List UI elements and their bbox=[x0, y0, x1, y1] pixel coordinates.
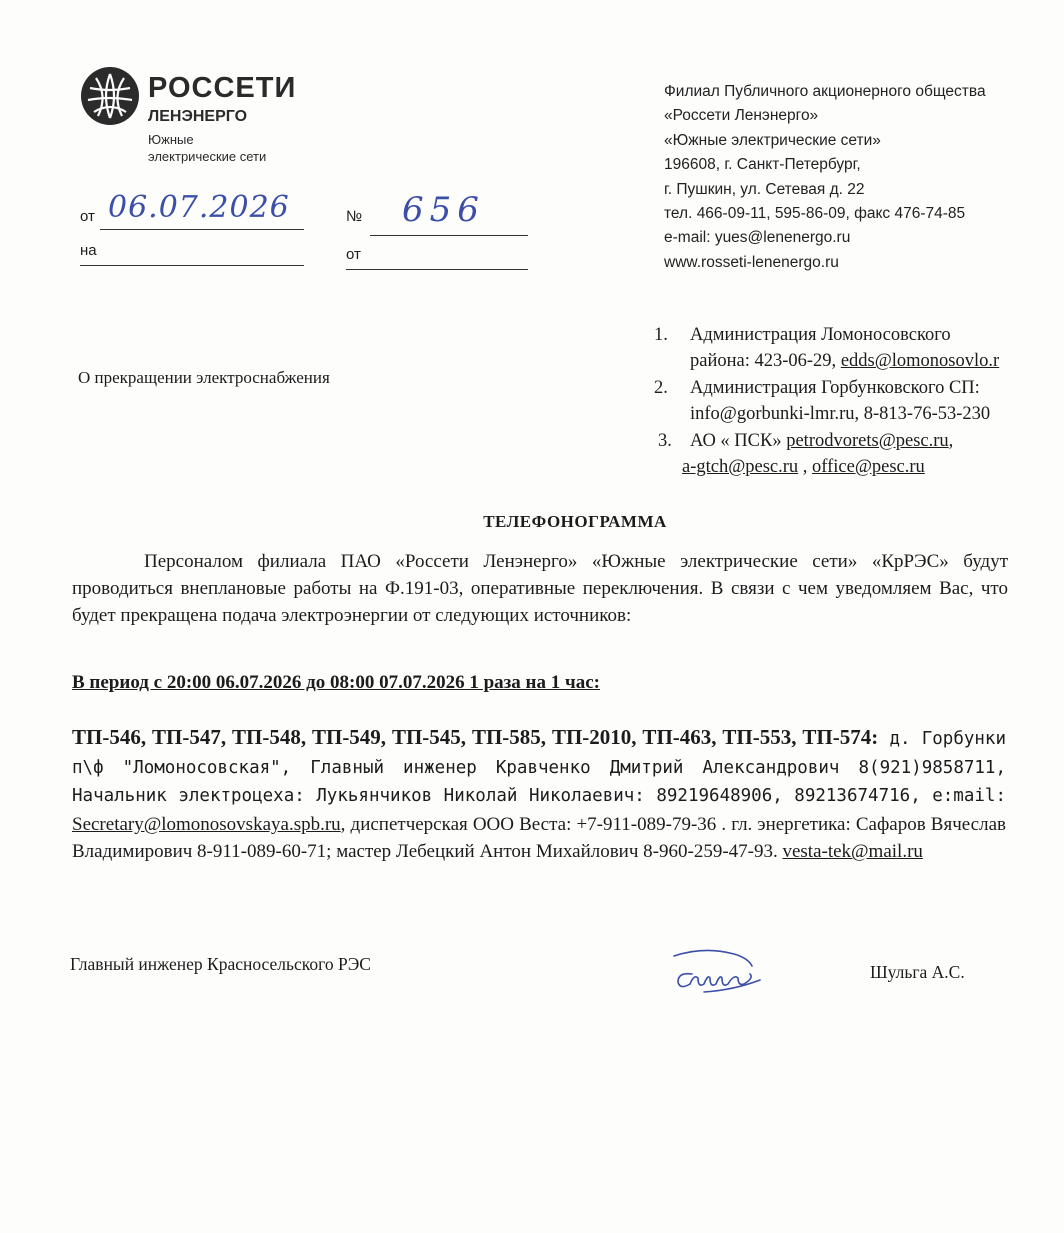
logo-division-line2: электрические сети bbox=[148, 149, 267, 164]
date-value: 06.07.2026 bbox=[108, 190, 290, 225]
logo-title: РОССЕТИ bbox=[148, 72, 297, 104]
recipient-item bbox=[654, 322, 1059, 348]
handwritten-signature bbox=[664, 944, 774, 1009]
logo-division-line1: Южные bbox=[148, 132, 194, 147]
recipient-email[interactable]: petrodvorets@pesc.ru bbox=[786, 430, 949, 451]
recipient-number: 3. bbox=[658, 430, 672, 451]
number-line bbox=[370, 235, 528, 236]
recipient-phone: района: 423-06-29, bbox=[690, 351, 841, 372]
number-label: № bbox=[346, 208, 363, 225]
recipient-name: АО « ПСК» bbox=[690, 430, 787, 451]
date-line bbox=[100, 229, 304, 230]
recipients-list bbox=[654, 322, 1059, 480]
sender-website[interactable]: www.rosseti-lenenergo.ru bbox=[664, 253, 839, 271]
sender-line: Филиал Публичного акционерного общества bbox=[664, 83, 986, 100]
rosseti-logo-icon bbox=[80, 66, 140, 131]
contacts-text: д. Горбунки п\ф "Ломоносовская", Главный инженер Кравченко Дмитрий Александрович 8(921)9858711, Начальник электроцеха: Лукьянчиков Николай Николаевич: 89219648906, 89213674716, e:mail: bbox=[72, 729, 1006, 807]
recipient-email[interactable]: office@pesc.ru bbox=[812, 457, 925, 478]
to-label: на bbox=[80, 242, 97, 259]
recipient-number: 2. bbox=[654, 377, 668, 398]
sender-line: тел. 466-09-11, 595-86-09, факс 476-74-85 bbox=[664, 205, 966, 223]
document-title: ТЕЛЕФОНОГРАММА bbox=[483, 512, 667, 531]
recipient-name: Администрация Ломоносовского bbox=[690, 325, 951, 345]
intro-paragraph bbox=[72, 548, 1008, 629]
recipient-email[interactable]: a-gtch@pesc.ru bbox=[682, 457, 799, 478]
outage-period: В период с 20:00 06.07.2026 до 08:00 07.07.2026 1 раза на 1 час: bbox=[72, 672, 600, 693]
from-label: от bbox=[346, 246, 361, 263]
subject: О прекращении электроснабжения bbox=[78, 368, 330, 387]
recipient-contact[interactable]: info@gorbunki-lmr.ru, 8-813-76-53-230 bbox=[690, 404, 991, 425]
sender-block bbox=[664, 80, 986, 275]
recipient-contact bbox=[654, 454, 1059, 480]
recipient-name: Администрация Горбунковского СП: bbox=[690, 377, 980, 398]
sender-line: 196608, г. Санкт-Петербург, bbox=[664, 156, 861, 174]
logo-subtitle: ЛЕНЭНЕРГО bbox=[148, 108, 248, 125]
recipient-contact bbox=[654, 348, 1059, 374]
recipient-separator: , bbox=[798, 457, 813, 478]
to-line bbox=[80, 265, 304, 266]
sender-line: «Россети Ленэнерго» bbox=[664, 107, 819, 125]
sender-line: г. Пушкин, ул. Сетевая д. 22 bbox=[664, 180, 865, 198]
signatory-name: Шульга А.С. bbox=[870, 962, 965, 982]
substation-list: ТП-546, ТП-547, ТП-548, ТП-549, ТП-545, ТП-585, ТП-2010, ТП-463, ТП-553, ТП-574: bbox=[72, 725, 879, 749]
recipient-number: 1. bbox=[654, 325, 668, 345]
recipient-email[interactable]: edds@lomonosovlo.r bbox=[840, 351, 1000, 372]
sender-line: «Южные электрические сети» bbox=[664, 131, 881, 149]
date-label: от bbox=[80, 208, 95, 225]
email-link[interactable]: vesta-tek@mail.ru bbox=[782, 841, 923, 863]
email-link[interactable]: Secretary@lomonosovskaya.spb.ru bbox=[72, 813, 341, 835]
sender-email[interactable]: e-mail: yues@lenenergo.ru bbox=[664, 229, 851, 247]
intro-text: Персоналом филиала ПАО «Россети Ленэнерго» «Южные электрические сети» «КрРЭС» будут проводиться внеплановые работы на Ф.191-03, оперативные переключения. В связи с чем уведомляем Вас, что будет прекращена подача электроэнергии от следующих источников: bbox=[72, 551, 1008, 626]
contacts-text: , диспетчерская ООО Веста: +7-911-089-79-36 . гл. энергетика: Сафаров Вячеслав Владимирович 8-911-089-60-71; мастер Лебецкий Антон Михайлович 8-960-259-47-93. bbox=[72, 813, 1006, 863]
recipient-separator: , bbox=[948, 430, 954, 451]
signatory-position: Главный инженер Красносельского РЭС bbox=[70, 954, 371, 974]
sources-paragraph bbox=[72, 724, 1006, 866]
number-value: 656 bbox=[402, 190, 485, 230]
from-line bbox=[346, 269, 528, 270]
recipient-item bbox=[654, 375, 1059, 401]
recipient-item bbox=[654, 428, 1059, 454]
